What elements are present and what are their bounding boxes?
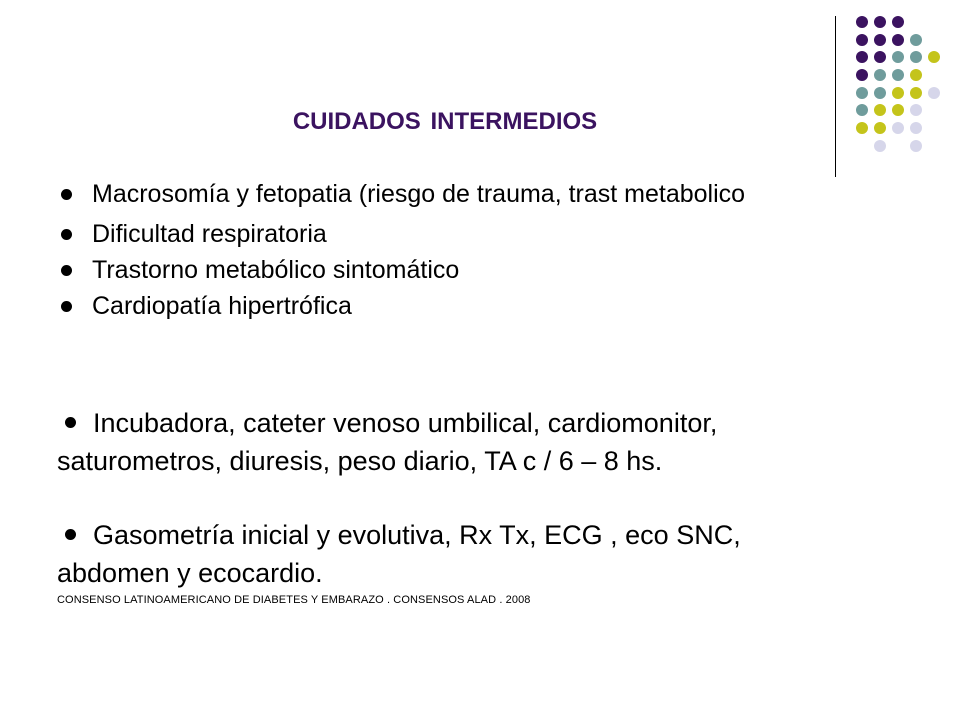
dot: [910, 87, 922, 99]
list-item-text: Cardiopatía hipertrófica: [92, 292, 352, 320]
dot: [874, 16, 886, 28]
source-footnote: CONSENSO LATINOAMERICANO DE DIABETES Y EMBARAZO . CONSENSOS ALAD . 2008: [57, 594, 531, 606]
dot: [874, 34, 886, 46]
dot: [910, 104, 922, 116]
bullet-dot-icon: [65, 417, 76, 428]
dot: [856, 69, 868, 81]
dot: [856, 34, 868, 46]
decorative-dot-grid: [0, 0, 960, 180]
dot: [928, 51, 940, 63]
care-measures-paragraph: [57, 404, 940, 480]
bullet-dot-icon: [61, 301, 72, 312]
paragraph-first-line: Gasometría inicial y evolutiva, Rx Tx, ECG , eco SNC,: [93, 520, 741, 550]
bullet-dot-icon: [65, 529, 76, 540]
dot: [892, 104, 904, 116]
list-item: [60, 220, 860, 248]
bullet-dot-icon: [61, 189, 72, 200]
dot: [910, 34, 922, 46]
studies-paragraph: [57, 516, 940, 592]
paragraph-continuation: saturometros, diuresis, peso diario, TA c / 6 – 8 hs.: [57, 446, 663, 476]
dot: [856, 87, 868, 99]
dot: [874, 51, 886, 63]
dot: [874, 140, 886, 152]
paragraph-first-line: Incubadora, cateter venoso umbilical, cardiomonitor,: [93, 408, 718, 438]
list-item-text: Trastorno metabólico sintomático: [92, 256, 460, 284]
list-item: [60, 180, 860, 208]
dot: [892, 16, 904, 28]
list-item-text: Macrosomía y fetopatia (riesgo de trauma, trast metabolico: [92, 180, 746, 208]
dot: [892, 69, 904, 81]
dot: [892, 87, 904, 99]
list-item: [60, 256, 860, 284]
dot: [910, 140, 922, 152]
dot: [910, 69, 922, 81]
slide-title: CUIDADOS INTERMEDIOS: [292, 108, 598, 135]
list-item-text: Dificultad respiratoria: [92, 220, 327, 248]
dot: [874, 87, 886, 99]
dot: [910, 51, 922, 63]
bullet-dot-icon: [61, 229, 72, 240]
paragraph-continuation: abdomen y ecocardio.: [57, 558, 323, 588]
bullet-dot-icon: [61, 265, 72, 276]
dot: [910, 122, 922, 134]
dot: [856, 16, 868, 28]
dot: [874, 69, 886, 81]
dot: [892, 122, 904, 134]
dot: [892, 51, 904, 63]
list-item: [60, 292, 860, 320]
dot: [892, 34, 904, 46]
dot: [928, 87, 940, 99]
dot: [856, 51, 868, 63]
bullet-list: [60, 180, 860, 320]
